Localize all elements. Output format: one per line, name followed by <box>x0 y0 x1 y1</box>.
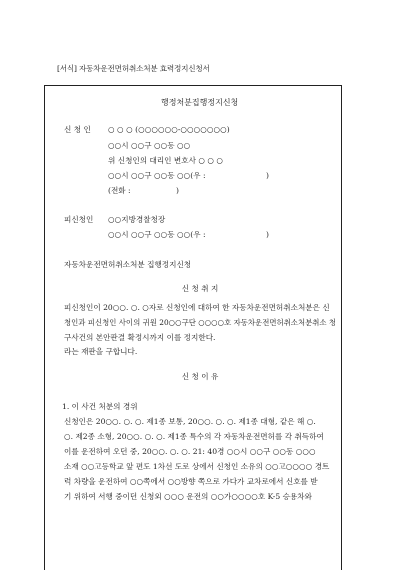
reasons-line: 기 위하여 서행 중이던 신청외 ○○○ 운전의 ○○가○○○○호 K-5 승용차와 <box>64 492 312 501</box>
respondent-address-close: ) <box>266 230 269 239</box>
purpose-heading: 신 청 취 지 <box>181 284 219 293</box>
applicant-label: 신 청 인 <box>64 125 91 134</box>
purpose-line: 피신청인이 20○○. ○. ○자로 신청인에 대하여 한 자동차운전면허취소처분은 신 <box>64 303 330 312</box>
applicant-address: ○○시 ○○구 ○○동 ○○ <box>108 141 191 150</box>
respondent-label: 피신청인 <box>64 215 94 224</box>
reasons-line: ○. 제2종 소형, 20○○. ○. ○. 제1종 특수의 각 자동차운전면허를 각 취득하여 <box>64 432 324 441</box>
case-name: 자동차운전면허취소처분 집행정지신청 <box>64 260 192 269</box>
purpose-line: 구사건의 본안판결 확정시까지 이를 정지한다. <box>64 333 216 342</box>
respondent-address: ○○시 ○○구 ○○동 ○○(우 : <box>108 230 206 239</box>
document-title: 행정처분집행정지신청 <box>161 98 239 107</box>
section1-title: 1. 이 사건 처분의 경위 <box>62 402 138 411</box>
agent-phone-close: ) <box>176 186 179 195</box>
respondent-name: ○○지방경찰청장 <box>108 215 166 224</box>
reasons-line: 이를 운전하여 오던 중, 20○○. ○. ○. 21: 40경 ○○시 ○○구 ○○동 ○○○ <box>64 447 316 456</box>
applicant-name: ○ ○ ○ (○○○○○○-○○○○○○○) <box>108 125 230 134</box>
purpose-line: 라는 재판을 구합니다. <box>64 347 138 356</box>
agent-address-close: ) <box>266 171 269 180</box>
form-label: [서식] 자동차운전면허취소처분 효력정지신청서 <box>57 64 210 73</box>
reasons-line: 럭 차량을 운전하여 ○○쪽에서 ○○방향 쪽으로 가다가 교차로에서 신호를 받 <box>64 477 318 486</box>
agent-phone: (전화 : <box>108 186 131 195</box>
applicant-agent: 위 신청인의 대리인 변호사 ○ ○ ○ <box>108 156 224 165</box>
purpose-line: 청인과 피신청인 사이의 귀원 20○○구단 ○○○○호 자동차운전면허취소처분취소 청 <box>64 318 337 327</box>
reasons-line: 소재 ○○고등학교 앞 편도 1차선 도로 상에서 신청인 소유의 ○○고○○○○ 경트 <box>64 462 330 471</box>
reasons-line: 신청인은 20○○. ○. ○. 제1종 보통, 20○○. ○. ○. 제1종 대형, 같은 해 ○. <box>64 417 316 426</box>
reasons-heading: 신 청 이 유 <box>181 372 219 381</box>
agent-address: ○○시 ○○구 ○○동 ○○(우 : <box>108 171 206 180</box>
